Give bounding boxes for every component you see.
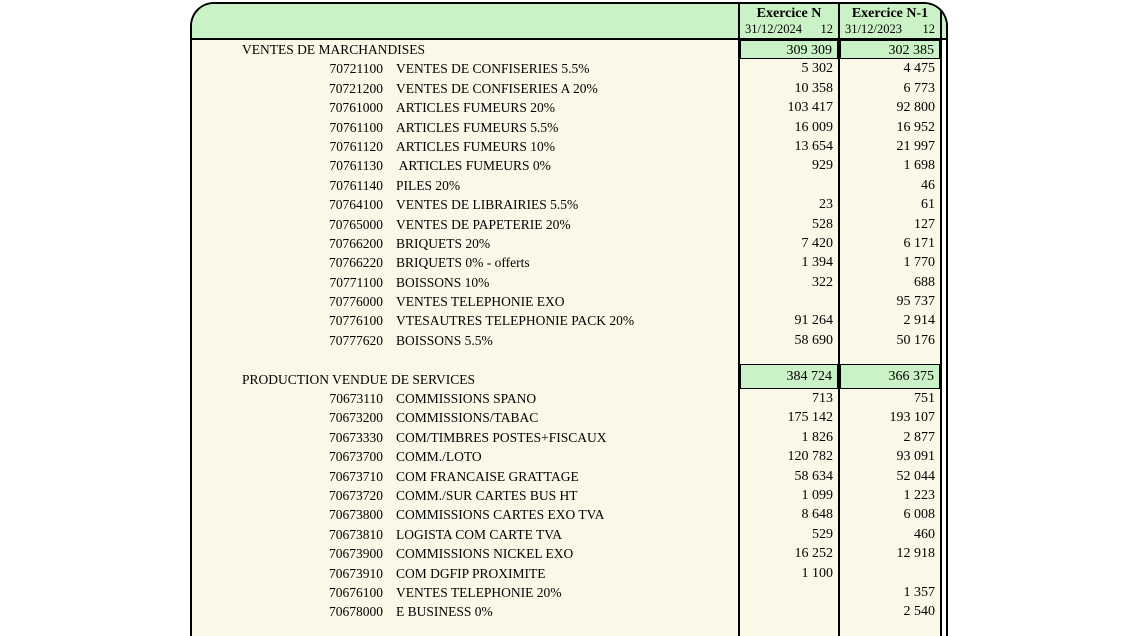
table-row[interactable] [192, 137, 946, 156]
value-exercice-n: 10 358 [794, 80, 833, 96]
account-number: 70673810 [329, 526, 383, 542]
value-exercice-n: 91 264 [794, 313, 833, 329]
table-row[interactable] [192, 505, 946, 524]
value-exercice-n1: 127 [914, 216, 935, 232]
account-label [396, 350, 734, 369]
value-exercice-n1: 688 [914, 274, 935, 290]
account-label: ARTICLES FUMEURS 20% [396, 100, 555, 116]
account-number: 70673110 [329, 391, 383, 407]
value-exercice-n [740, 602, 838, 621]
account-number: 70777620 [329, 332, 383, 348]
account-label: PILES 20% [396, 177, 461, 193]
table-row[interactable] [192, 118, 946, 137]
value-exercice-n [740, 583, 838, 602]
value-exercice-n: 16 009 [794, 119, 833, 135]
account-label: LOGISTA COM CARTE TVA [396, 526, 563, 542]
table-row[interactable] [192, 59, 946, 78]
account-number: 70673700 [329, 449, 383, 465]
account-number: 70673720 [329, 487, 383, 503]
account-number: 70761120 [329, 138, 383, 154]
value-exercice-n1: 12 918 [896, 546, 935, 562]
exercice-n-date-value: 31/12/2024 [745, 22, 802, 36]
account-number: 70721100 [329, 61, 383, 77]
column-header-exercice-n [740, 4, 838, 38]
account-label: COMMISSIONS SPANO [396, 391, 537, 407]
value-exercice-n1: 93 091 [896, 449, 935, 465]
table-row[interactable] [192, 389, 946, 408]
table-row[interactable] [192, 544, 946, 563]
value-exercice-n1 [840, 564, 940, 583]
account-number: 70761000 [329, 100, 383, 116]
table-row[interactable] [192, 486, 946, 505]
value-exercice-n1: 1 357 [903, 584, 935, 600]
account-label: COMM./LOTO [396, 449, 482, 465]
value-exercice-n1: 2 914 [903, 313, 935, 329]
account-label: VENTES TELEPHONIE 20% [396, 584, 562, 600]
account-label: VENTES DE CONFISERIES 5.5% [396, 61, 590, 77]
value-exercice-n1: 61 [921, 197, 935, 213]
value-exercice-n1: 1 698 [903, 158, 935, 174]
value-exercice-n1: 6 008 [903, 507, 935, 523]
account-number: 70721200 [329, 80, 383, 96]
table-row[interactable] [192, 602, 946, 621]
value-exercice-n1: 1 770 [903, 255, 935, 271]
value-exercice-n: 8 648 [801, 507, 833, 523]
table-row[interactable] [192, 447, 946, 466]
account-number: 70673800 [329, 507, 383, 523]
account-number [192, 350, 383, 369]
exercice-n1-date [840, 22, 940, 37]
account-number: 70673710 [329, 468, 383, 484]
account-label: VENTES DE PAPETERIE 20% [396, 216, 571, 232]
value-exercice-n: 23 [819, 197, 833, 213]
account-label: ARTICLES FUMEURS 0% [396, 158, 551, 174]
account-label: ARTICLES FUMEURS 5.5% [396, 119, 559, 135]
value-exercice-n1: 751 [914, 391, 935, 407]
account-number: 70761100 [329, 119, 383, 135]
table-row[interactable] [192, 311, 946, 330]
value-exercice-n: 1 100 [801, 565, 833, 581]
value-exercice-n: 929 [812, 158, 833, 174]
value-exercice-n: 528 [812, 216, 833, 232]
table-row[interactable] [192, 331, 946, 350]
value-exercice-n: 103 417 [787, 100, 833, 116]
value-exercice-n1: 6 171 [903, 235, 935, 251]
account-label: BRIQUETS 20% [396, 235, 491, 251]
account-number: 70766220 [329, 255, 383, 271]
account-label: COM FRANCAISE GRATTAGE [396, 468, 579, 484]
value-exercice-n1: 4 475 [903, 61, 935, 77]
section-total-n: 384 724 [740, 364, 838, 389]
value-exercice-n1: 46 [921, 177, 935, 193]
section-total-row[interactable] [192, 40, 946, 59]
table-row[interactable] [192, 176, 946, 195]
account-label: VTESAUTRES TELEPHONIE PACK 20% [396, 313, 635, 329]
account-number: 70764100 [329, 197, 383, 213]
table-row[interactable] [192, 156, 946, 175]
account-number: 70673330 [329, 429, 383, 445]
table-row[interactable] [192, 467, 946, 486]
exercice-n-months: 12 [820, 22, 833, 36]
account-label: COMMISSIONS CARTES EXO TVA [396, 507, 605, 523]
account-label: E BUSINESS 0% [396, 604, 493, 620]
value-exercice-n1: 2 877 [903, 429, 935, 445]
exercice-n-date [740, 22, 838, 37]
value-exercice-n [740, 176, 838, 195]
value-exercice-n: 7 420 [801, 235, 833, 251]
exercice-n-title: Exercice N [756, 6, 822, 21]
account-number: 70673910 [329, 565, 383, 581]
account-label: VENTES TELEPHONIE EXO [396, 294, 565, 310]
account-number: 70766200 [329, 235, 383, 251]
table-row[interactable] [192, 253, 946, 272]
value-exercice-n: 529 [812, 526, 833, 542]
value-exercice-n: 120 782 [787, 449, 833, 465]
account-label: COM/TIMBRES POSTES+FISCAUX [396, 429, 607, 445]
value-exercice-n1: 1 223 [903, 487, 935, 503]
table-row[interactable] [192, 583, 946, 602]
table-row[interactable] [192, 428, 946, 447]
account-label: COMMISSIONS NICKEL EXO [396, 546, 574, 562]
table-row[interactable] [192, 525, 946, 544]
account-label: COMMISSIONS/TABAC [396, 410, 539, 426]
account-label: BRIQUETS 0% - offerts [396, 255, 530, 271]
account-number: 70776100 [329, 313, 383, 329]
value-exercice-n1: 2 540 [903, 604, 935, 620]
value-exercice-n: 322 [812, 274, 833, 290]
account-label: BOISSONS 10% [396, 274, 490, 290]
section-title: VENTES DE MARCHANDISES [242, 42, 426, 57]
table-row[interactable] [192, 215, 946, 234]
value-exercice-n: 16 252 [794, 546, 833, 562]
value-exercice-n1: 16 952 [896, 119, 935, 135]
table-header [192, 4, 946, 40]
account-number: 70673200 [329, 410, 383, 426]
exercice-n1-months: 12 [922, 22, 935, 36]
account-label: VENTES DE LIBRAIRIES 5.5% [396, 197, 579, 213]
account-number: 70761130 [329, 158, 383, 174]
value-exercice-n: 1 394 [801, 255, 833, 271]
table-row[interactable] [192, 234, 946, 253]
value-exercice-n1: 193 107 [889, 410, 935, 426]
table-row[interactable] [192, 564, 946, 583]
value-exercice-n1: 460 [914, 526, 935, 542]
value-exercice-n: 713 [812, 391, 833, 407]
account-label: BOISSONS 5.5% [396, 332, 493, 348]
section-title: PRODUCTION VENDUE DE SERVICES [242, 371, 476, 387]
account-number: 70765000 [329, 216, 383, 232]
value-exercice-n1: 92 800 [896, 100, 935, 116]
column-header-exercice-n1 [840, 4, 940, 38]
account-number: 70673900 [329, 546, 383, 562]
value-exercice-n1: 50 176 [896, 332, 935, 348]
exercice-n1-date-value: 31/12/2023 [845, 22, 902, 36]
value-exercice-n1: 95 737 [896, 294, 935, 310]
value-exercice-n: 175 142 [787, 410, 833, 426]
section-total-n: 309 309 [740, 40, 838, 59]
value-exercice-n: 58 634 [794, 468, 833, 484]
value-exercice-n1: 21 997 [896, 138, 935, 154]
account-label: COM DGFIP PROXIMITE [396, 565, 546, 581]
account-number: 70771100 [329, 274, 383, 290]
table-row[interactable] [192, 195, 946, 214]
value-exercice-n1: 52 044 [896, 468, 935, 484]
account-number: 70761140 [329, 177, 383, 193]
value-exercice-n: 58 690 [794, 332, 833, 348]
section-total-n1: 302 385 [840, 40, 940, 59]
value-exercice-n: 1 099 [801, 487, 833, 503]
table-row[interactable] [192, 292, 946, 311]
section-total-n1: 366 375 [840, 364, 940, 389]
account-number: 70676100 [329, 584, 383, 600]
account-number: 70678000 [329, 604, 383, 620]
section-total-row[interactable] [192, 370, 946, 389]
value-exercice-n [740, 292, 838, 311]
value-exercice-n: 13 654 [794, 138, 833, 154]
value-exercice-n: 1 826 [801, 429, 833, 445]
report-frame [190, 2, 948, 636]
value-exercice-n1: 6 773 [903, 80, 935, 96]
table-row[interactable] [192, 98, 946, 117]
account-number: 70776000 [329, 294, 383, 310]
table-row[interactable] [192, 79, 946, 98]
account-label: COMM./SUR CARTES BUS HT [396, 487, 578, 503]
value-exercice-n: 5 302 [801, 61, 833, 77]
table-row[interactable] [192, 273, 946, 292]
account-label: VENTES DE CONFISERIES A 20% [396, 80, 598, 96]
account-label: ARTICLES FUMEURS 10% [396, 138, 555, 154]
exercice-n1-title: Exercice N-1 [851, 6, 929, 21]
table-row[interactable] [192, 408, 946, 427]
table-body [192, 40, 946, 622]
